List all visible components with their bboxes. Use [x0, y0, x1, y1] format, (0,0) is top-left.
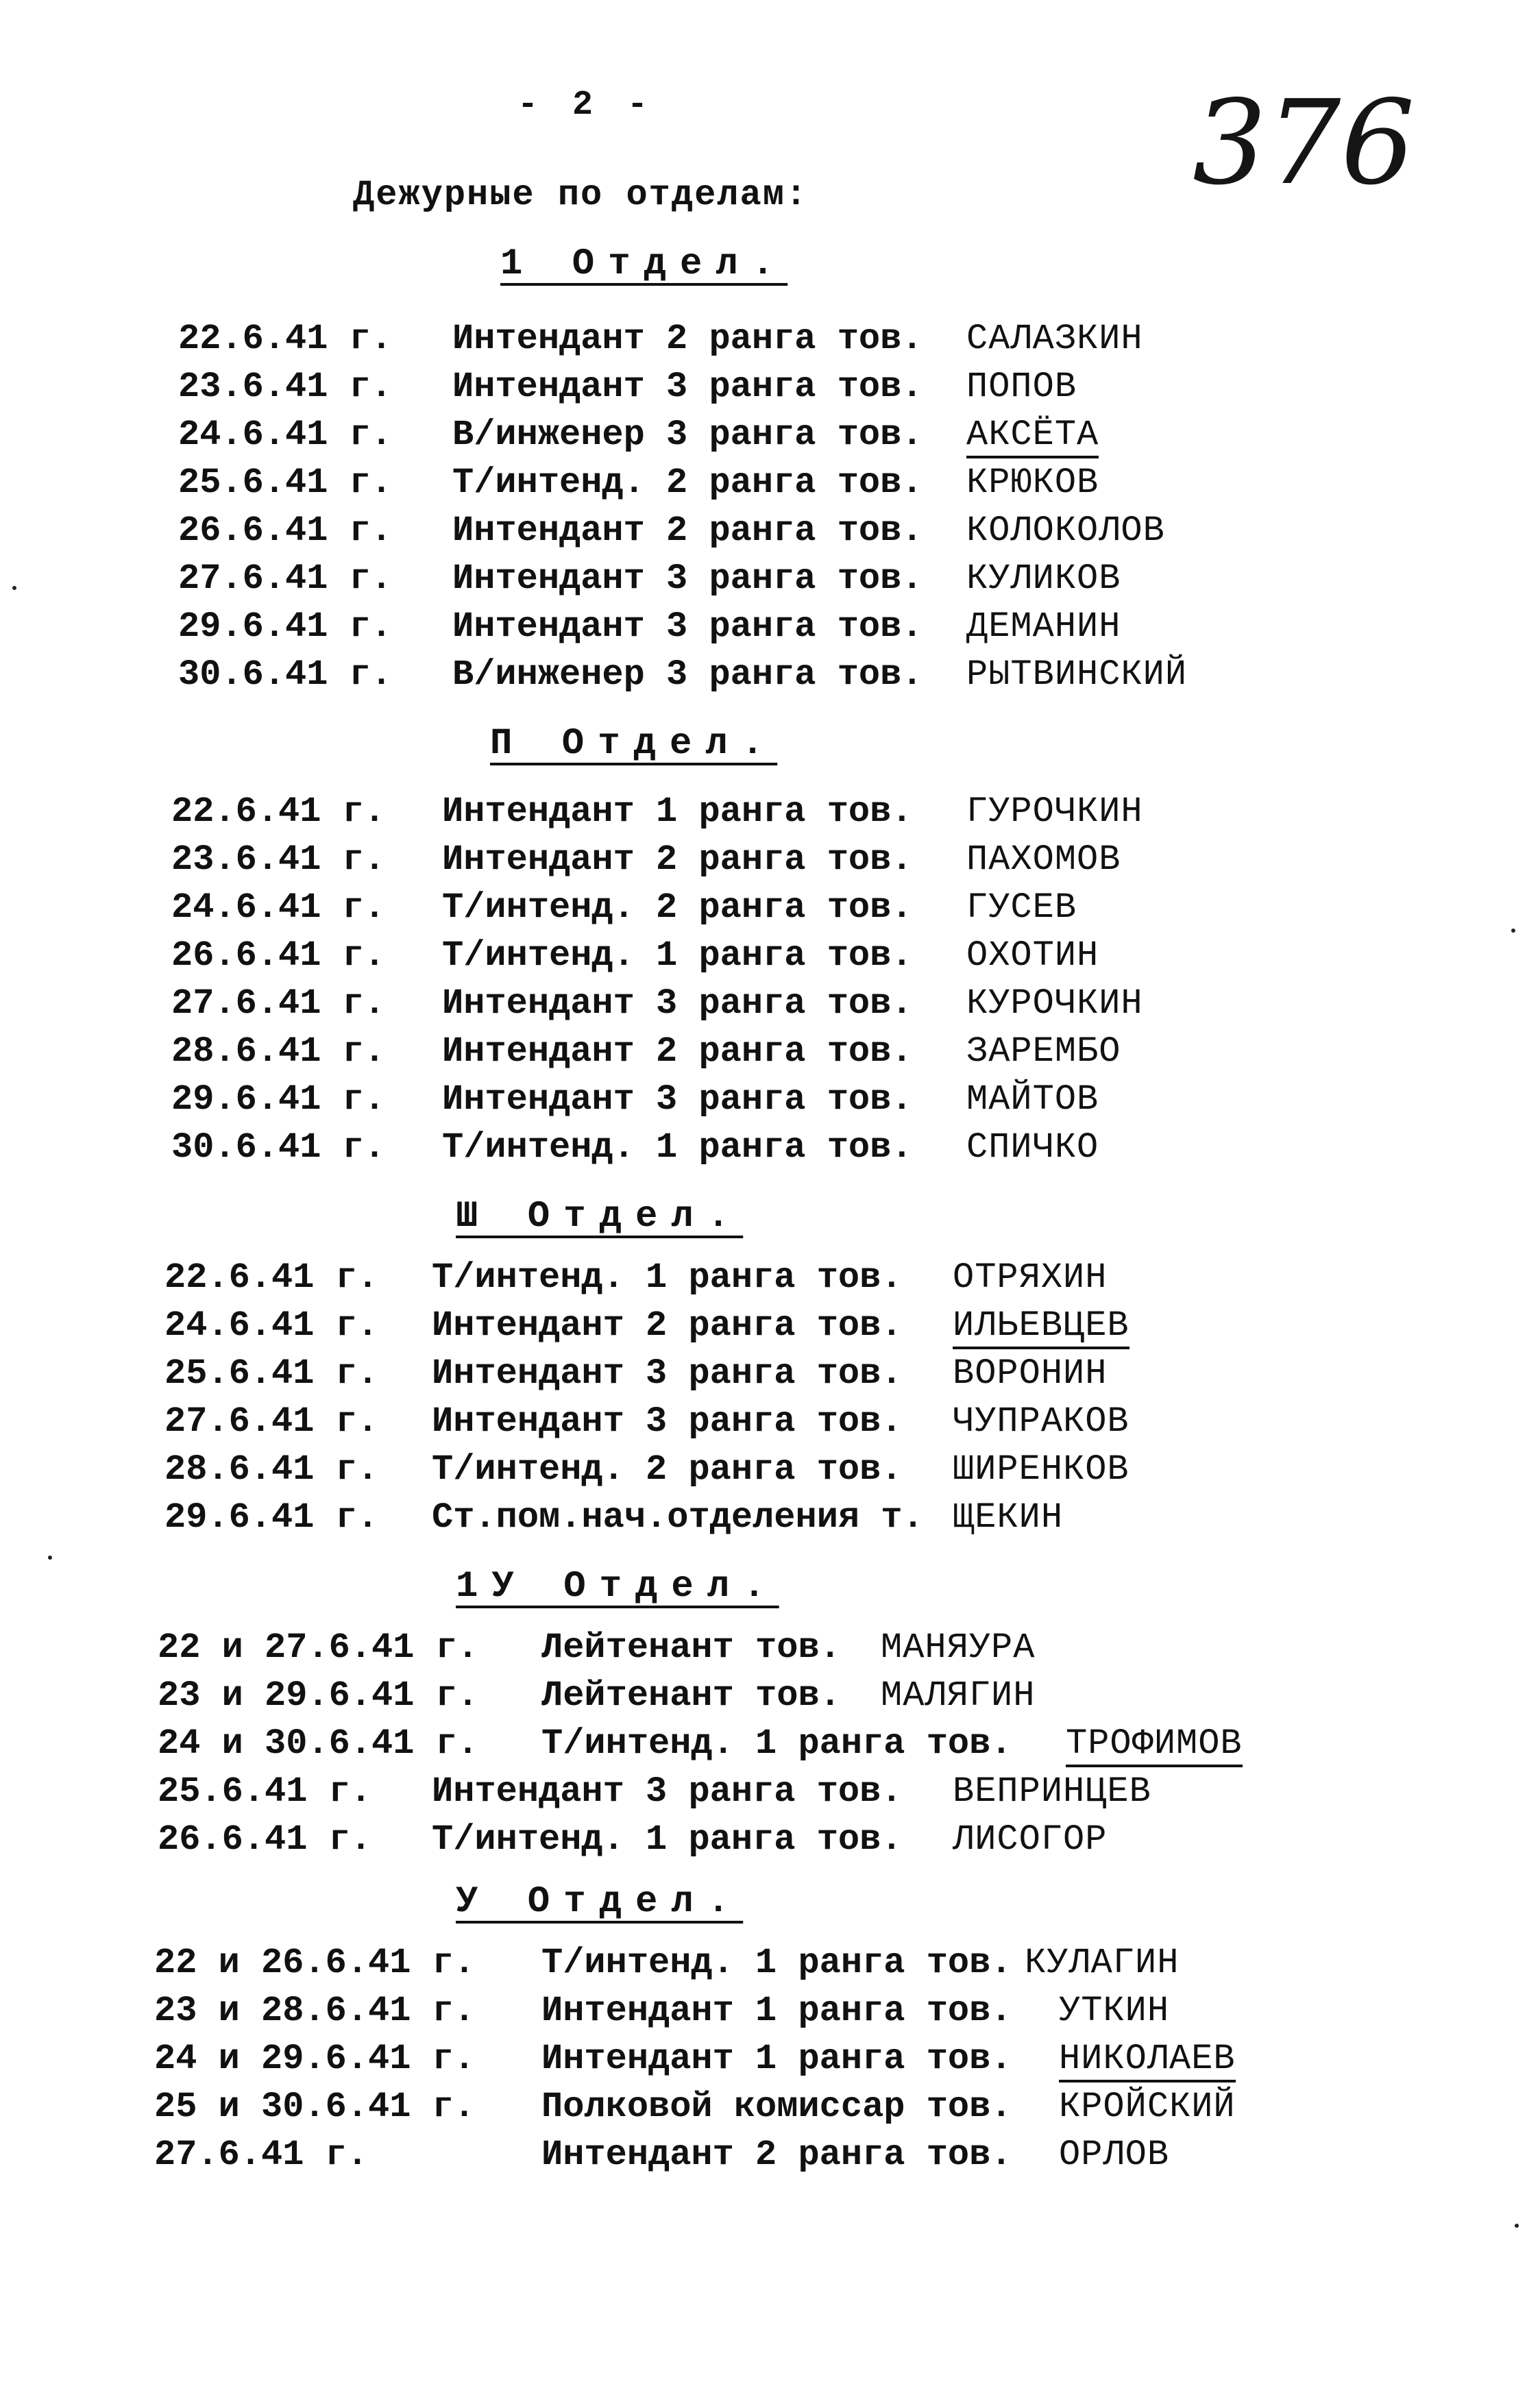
duty-name: ОТРЯХИН [953, 1257, 1108, 1298]
duty-name: ДЕМАНИН [966, 606, 1121, 647]
duty-name: ОХОТИН [966, 935, 1099, 976]
duty-date: 29.6.41 г. [178, 606, 393, 647]
duty-date: 25.6.41 г. [158, 1771, 372, 1812]
duty-name: ПОПОВ [966, 367, 1077, 407]
duty-name: КУЛАГИН [1025, 1943, 1180, 1983]
duty-name: ОРЛОВ [1059, 2135, 1170, 2175]
duty-rank: В/инженер 3 ранга тов. [452, 654, 923, 695]
duty-date: 26.6.41 г. [178, 511, 393, 551]
duty-row [178, 319, 1143, 360]
duty-name: ГУРОЧКИН [966, 791, 1143, 832]
handwritten-page-number: 376 [1193, 75, 1415, 211]
duty-name: ПАХОМОВ [966, 839, 1121, 880]
duty-name: ЛИСОГОР [953, 1819, 1108, 1860]
duty-date: 23 и 29.6.41 г. [158, 1675, 479, 1716]
duty-name: ЩЕКИН [953, 1497, 1064, 1538]
section-title: У Отдел. [456, 1881, 744, 1923]
duty-rank: Т/интенд. 2 ранга тов. [432, 1449, 903, 1490]
duty-date: 26.6.41 г. [158, 1819, 372, 1860]
duty-rank: Интендант 1 ранга тов. [541, 2039, 1012, 2079]
duty-date: 24.6.41 г. [164, 1305, 379, 1346]
duty-rank: Т/интенд. 1 ранга тов. [541, 1943, 1012, 1983]
duty-row [158, 1627, 1036, 1669]
duty-date: 26.6.41 г. [171, 935, 386, 976]
duty-date: 27.6.41 г. [154, 2135, 369, 2175]
duty-row [171, 887, 1077, 929]
duty-row [154, 1991, 1170, 2032]
duty-rank: Полковой комиссар тов. [541, 2087, 1012, 2127]
duty-row [158, 1675, 1036, 1717]
duty-name: УТКИН [1059, 1991, 1170, 2031]
duty-name: ТРОФИМОВ [1066, 1723, 1243, 1767]
duty-date: 23.6.41 г. [178, 367, 393, 407]
duty-row [164, 1449, 1129, 1490]
duty-date: 28.6.41 г. [164, 1449, 379, 1490]
duty-name: ШИРЕНКОВ [953, 1449, 1129, 1490]
duty-name: МАНЯУРА [881, 1627, 1036, 1668]
duty-row [178, 606, 1121, 648]
duty-row [154, 2039, 1236, 2080]
duty-date: 27.6.41 г. [164, 1401, 379, 1442]
duty-rank: Интендант 3 ранга тов. [452, 367, 923, 407]
duty-row [164, 1257, 1108, 1299]
duty-name: КОЛОКОЛОВ [966, 511, 1165, 551]
duty-row [158, 1771, 1151, 1813]
duty-rank: Т/интенд. 1 ранга тов. [432, 1819, 903, 1860]
duty-row [178, 558, 1121, 600]
duty-row [178, 415, 1099, 456]
section-title: П Отдел. [490, 723, 778, 765]
duty-rank: Лейтенант тов. [541, 1675, 841, 1716]
duty-row [154, 1943, 1180, 1984]
duty-row [158, 1819, 1108, 1860]
duty-rank: Интендант 2 ранга тов. [442, 839, 913, 880]
duty-row [178, 654, 1188, 696]
duty-date: 24.6.41 г. [178, 415, 393, 455]
duty-rank: Т/интенд. 2 ранга тов. [442, 887, 913, 928]
duty-rank: Т/интенд. 1 ранга тов. [432, 1257, 903, 1298]
duty-rank: Интендант 3 ранга тов. [452, 558, 923, 599]
duty-rank: Лейтенант тов. [541, 1627, 841, 1668]
duty-name: МАЙТОВ [966, 1079, 1099, 1120]
duty-rank: Интендант 3 ранга тов. [432, 1401, 903, 1442]
duty-name: АКСЁТА [966, 415, 1099, 458]
duty-rank: В/инженер 3 ранга тов. [452, 415, 923, 455]
duty-row [154, 2087, 1236, 2128]
duty-row [164, 1497, 1064, 1538]
duty-name: ЧУПРАКОВ [953, 1401, 1129, 1442]
duty-date: 30.6.41 г. [171, 1127, 386, 1168]
duty-row [171, 983, 1143, 1024]
duty-rank: Интендант 3 ранга тов. [452, 606, 923, 647]
document-heading: Дежурные по отделам: [353, 175, 809, 215]
duty-date: 25.6.41 г. [164, 1353, 379, 1394]
duty-row [164, 1305, 1129, 1347]
duty-rank: Интендант 2 ранга тов. [452, 511, 923, 551]
duty-date: 22 и 27.6.41 г. [158, 1627, 479, 1668]
duty-date: 25.6.41 г. [178, 463, 393, 503]
duty-row [171, 1079, 1099, 1120]
duty-name: ЗАРЕМБО [966, 1031, 1121, 1072]
duty-row [158, 1723, 1243, 1765]
duty-row [178, 463, 1099, 504]
duty-row [154, 2135, 1170, 2176]
section-title: 1У Отдел. [456, 1566, 779, 1608]
duty-rank: Т/интенд. 1 ранга тов. [442, 935, 913, 976]
duty-date: 22.6.41 г. [164, 1257, 379, 1298]
page-number: - 2 - [517, 86, 655, 125]
duty-name: КРОЙСКИЙ [1059, 2087, 1236, 2127]
scan-speck [12, 586, 16, 590]
duty-row [164, 1353, 1108, 1395]
duty-rank: Интендант 3 ранга тов. [432, 1353, 903, 1394]
duty-row [178, 367, 1077, 408]
scan-speck [1515, 2224, 1519, 2228]
duty-rank: Интендант 1 ранга тов. [442, 791, 913, 832]
duty-name: РЫТВИНСКИЙ [966, 654, 1188, 695]
duty-rank: Т/интенд. 2 ранга тов. [452, 463, 923, 503]
duty-date: 24.6.41 г. [171, 887, 386, 928]
duty-rank: Интендант 3 ранга тов. [442, 1079, 913, 1120]
duty-date: 23 и 28.6.41 г. [154, 1991, 476, 2031]
duty-rank: Т/интенд. 1 ранга тов. [442, 1127, 913, 1168]
duty-date: 24 и 29.6.41 г. [154, 2039, 476, 2079]
duty-row [171, 1031, 1121, 1072]
duty-name: ВЕПРИНЦЕВ [953, 1771, 1151, 1812]
duty-name: СПИЧКО [966, 1127, 1099, 1168]
scan-speck [1511, 929, 1515, 933]
duty-date: 22 и 26.6.41 г. [154, 1943, 476, 1983]
duty-rank: Интендант 2 ранга тов. [541, 2135, 1012, 2175]
duty-rank: Интендант 2 ранга тов. [442, 1031, 913, 1072]
duty-name: КУЛИКОВ [966, 558, 1121, 599]
duty-rank: Интендант 2 ранга тов. [432, 1305, 903, 1346]
duty-rank: Ст.пом.нач.отделения т. [432, 1497, 924, 1538]
duty-name: ВОРОНИН [953, 1353, 1108, 1394]
duty-date: 27.6.41 г. [171, 983, 386, 1024]
duty-date: 30.6.41 г. [178, 654, 393, 695]
section-title: Ш Отдел. [456, 1196, 744, 1238]
duty-rank: Интендант 3 ранга тов. [442, 983, 913, 1024]
duty-rank: Т/интенд. 1 ранга тов. [541, 1723, 1012, 1764]
duty-date: 22.6.41 г. [178, 319, 393, 359]
duty-rank: Интендант 2 ранга тов. [452, 319, 923, 359]
scan-speck [48, 1556, 52, 1560]
duty-rank: Интендант 3 ранга тов. [432, 1771, 903, 1812]
duty-name: ГУСЕВ [966, 887, 1077, 928]
duty-date: 24 и 30.6.41 г. [158, 1723, 479, 1764]
duty-row [171, 791, 1143, 833]
duty-date: 28.6.41 г. [171, 1031, 386, 1072]
duty-row [164, 1401, 1129, 1442]
duty-row [178, 511, 1165, 552]
duty-date: 22.6.41 г. [171, 791, 386, 832]
duty-rank: Интендант 1 ранга тов. [541, 1991, 1012, 2031]
duty-name: НИКОЛАЕВ [1059, 2039, 1236, 2083]
section-title: 1 Отдел. [500, 243, 788, 285]
duty-date: 25 и 30.6.41 г. [154, 2087, 476, 2127]
duty-name: ИЛЬЕВЦЕВ [953, 1305, 1129, 1349]
duty-date: 29.6.41 г. [171, 1079, 386, 1120]
duty-date: 23.6.41 г. [171, 839, 386, 880]
duty-date: 27.6.41 г. [178, 558, 393, 599]
duty-row [171, 935, 1099, 976]
duty-name: КУРОЧКИН [966, 983, 1143, 1024]
duty-date: 29.6.41 г. [164, 1497, 379, 1538]
duty-name: КРЮКОВ [966, 463, 1099, 503]
duty-row [171, 839, 1121, 881]
duty-name: МАЛЯГИН [881, 1675, 1036, 1716]
duty-name: САЛАЗКИН [966, 319, 1143, 359]
duty-row [171, 1127, 1099, 1168]
